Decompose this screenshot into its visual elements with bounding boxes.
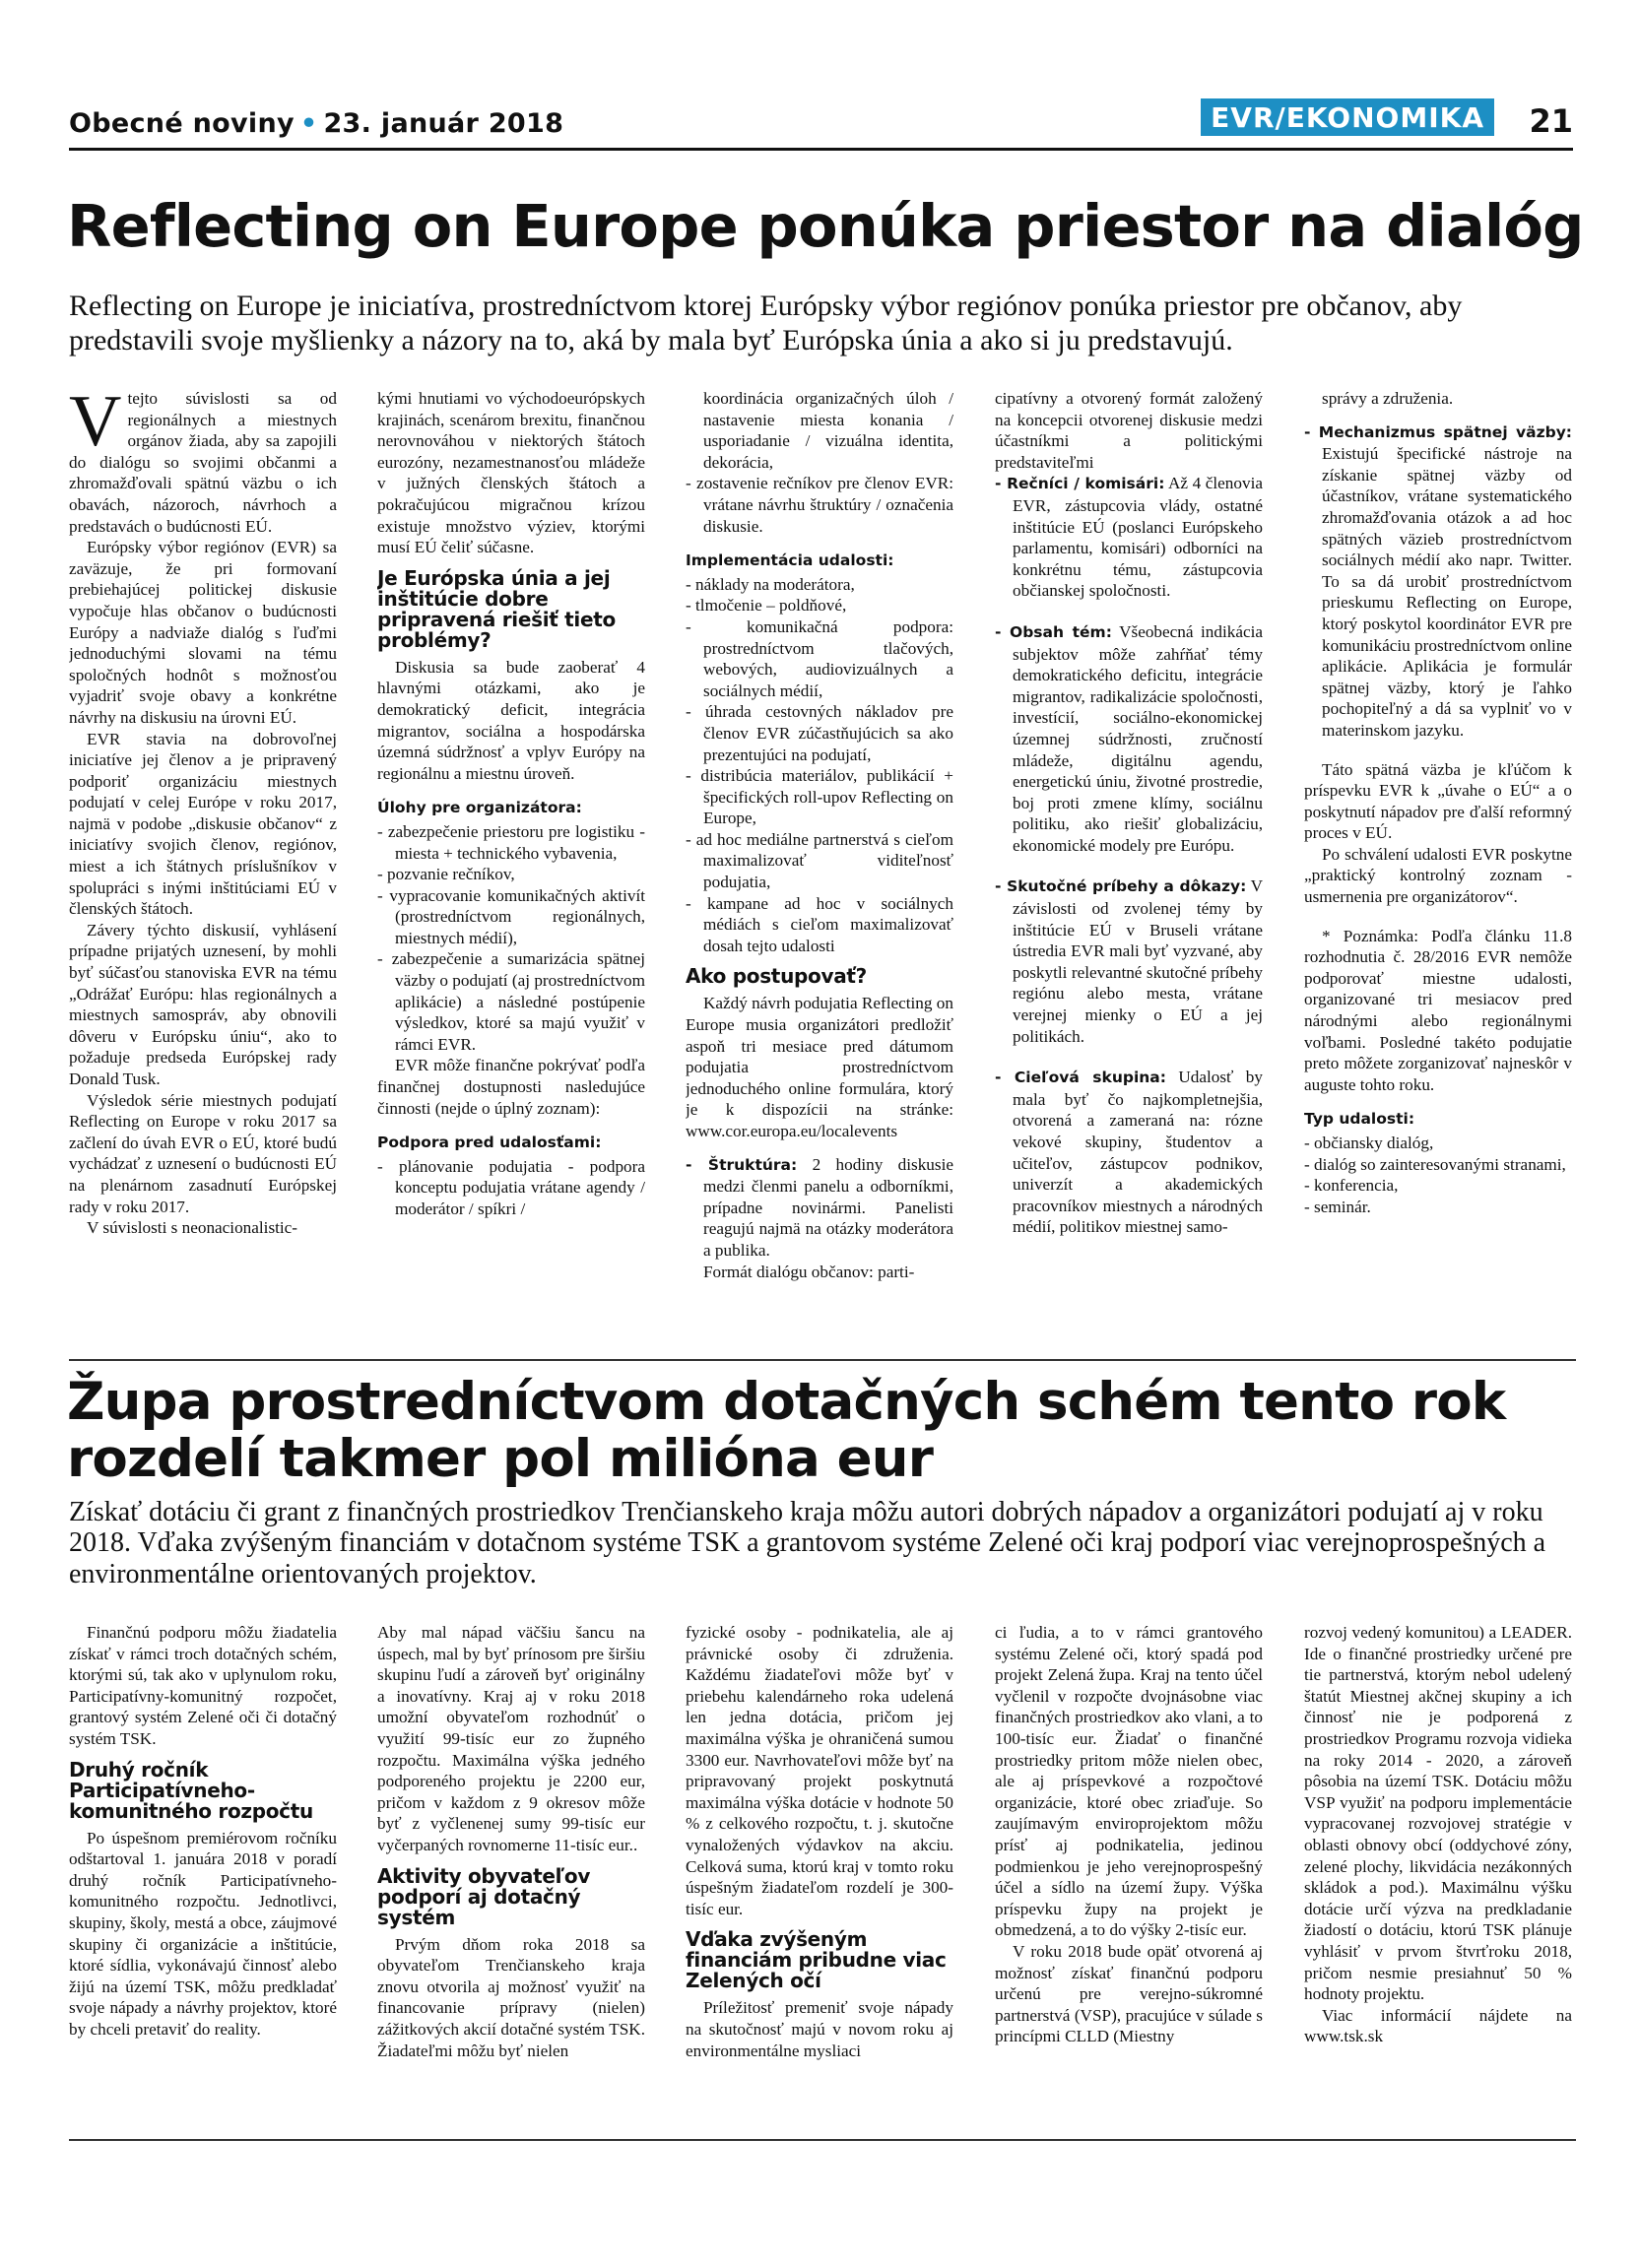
paragraph: Prvým dňom roka 2018 sa obyvateľom Trenčianskeho kraja znovu otvorila aj možnosť využiť na financovanie prípravy (nielen) zážitkových akcií dotačné systém TSK. Žiadateľmi môžu byť nielen bbox=[377, 1934, 645, 2060]
page-header bbox=[69, 98, 1573, 151]
article2-column-1 bbox=[69, 1622, 337, 2124]
paragraph: Viac informácií nájdete na www.tsk.sk bbox=[1304, 2005, 1572, 2046]
paragraph: Európsky výbor regiónov (EVR) sa zaväzuje, že pri formovaní prebiehajúcej politickej diskusie vypočuje hlas občanov o budúcnosti Európy a nadviaže dialóg s ľuďmi jednoduchými slovami na tému spoločných hodnôt s možnosťou vyjadriť svoje obavy a konkrétne návrhy na diskusiu na úrovni EÚ. bbox=[69, 538, 337, 727]
list-item: - Skutočné príbehy a dôkazy: V závislosti od zvolenej témy by inštitúcie EÚ v Bruseli vrátane ústredia EVR mali byť vyzvané, aby poskytli relevantné skutočné príbehy regiónu alebo mesta, vrátane verejnej mienky o EÚ a jej politikách. bbox=[995, 876, 1263, 1046]
article2-column-5 bbox=[1304, 1622, 1572, 2124]
paragraph: fyzické osoby - podnikatelia, ale aj právnické osoby či združenia. Každému žiadateľovi môže byť v priebehu kalendárneho roka udelená len jedna dotácia, pričom jej maximálna výška je ohraničená sumou 3300 eur. Navrhovateľovi môže byť na pripravovaný projekt poskytnutá maximálna výška dotácie v hodnote 50 % z celkového rozpočtu, t. j. skutočne vynaložených výdavkov na akciu. Celková suma, ktorú kraj v tomto roku úspešným žiadateľom rozdelí je 300-tisíc eur. bbox=[686, 1623, 953, 1918]
publication-date: 23. január 2018 bbox=[323, 108, 564, 139]
paragraph: kými hnutiami vo východoeurópskych krajinách, scenárom brexitu, finančnou nerovnováhou v niektorých štátoch eurozóny, nezamestnanosťou mládeže v južných členských štátoch a pokračujúcou migračnou krízou existuje množstvo výziev, ktorými musí EÚ čeliť súčasne. bbox=[377, 389, 645, 557]
list-item: - seminár. bbox=[1304, 1197, 1371, 1216]
article2-body bbox=[69, 1622, 1576, 2124]
list-item: - zabezpečenie a sumarizácia spätnej väzby o podujatí (aj prostredníctvom aplikácie) a následné postúpenie výsledkov, ktoré sa majú využiť v rámci EVR. bbox=[377, 949, 645, 1054]
list-label: Implementácia udalosti: bbox=[686, 551, 894, 570]
subheading: Vďaka zvýšeným financiám pribudne viac Zelených očí bbox=[686, 1927, 947, 1993]
list-item: - Cieľová skupina: Udalosť by mala byť čo najkompletnejšia, otvorená a zameraná na: rózne vekové skupiny, študentov a učiteľov, zástupcov podnikov, univerzít a akademických pracovníkov miestnych a národných médií, politikov miestnej samo- bbox=[995, 1068, 1263, 1237]
footnote: * Poznámka: Podľa článku 11.8 rozhodnutia č. 28/2016 EVR nemôže podporovať miestne udalosti, organizované tri mesiacov pred národnými alebo regionálnymi voľbami. Posledné takéto podujatie preto môžete zorganizovať najneskôr v auguste tohto roku. bbox=[1304, 926, 1572, 1094]
paragraph: ci ľudia, a to v rámci grantového systému Zelené oči, ktorý spadá pod projekt Zelená župa. Kraj na tento účel vyčlenil v rozpočte dvojnásobne viac finančných prostriedkov ako vlani, a to 100-tisíc eur. Žiadať o finančné prostriedky pritom môže nielen obec, ale aj príspevkové a rozpočtové organizácie, ktoré obec zriaďuje. So zaujímavým enviroprojektom môžu prísť aj podnikatelia, jedinou podmienkou je jeho verejnoprospešný účel a sídlo na území župy. Výška príspevku župy na projekt je obmedzená, a to do výšky 2-tisíc eur. bbox=[995, 1623, 1263, 1940]
list-item: - Štruktúra: 2 hodiny diskusie medzi členmi panelu a odborníkmi, prípadne novinármi. Panelisti reagujú najmä na otázky moderátora a publika. bbox=[686, 1154, 953, 1260]
page-number: 21 bbox=[1529, 102, 1573, 140]
paragraph: EVR môže finančne pokrývať podľa finančnej dostupnosti nasledujúce činnosti (nejde o úplný zoznam): bbox=[377, 1056, 645, 1118]
paragraph: Závery týchto diskusií, vyhlásení prípadne prijatých uznesení, by mohli byť súčasťou stanoviska EVR na tému „Odrážať Európu: hlas regionálnych a miestnych samospráv, aby obnovili dôveru v Európsku úniu“, ako to požaduje predseda Európskej rady Donald Tusk. bbox=[69, 920, 337, 1088]
list-item: - Obsah tém: Všeobecná indikácia subjektov môže zahŕňať témy demokratického deficitu, integrácie migrantov, radikalizácie spoločnosti, investícií, sociálno-ekonomickej územnej súdržnosti, zručností mládeže, digitálnu agendu, energetickú úniu, životné prostredie, boj proti zmene klímy, sociálnu politiku, ako riešiť globalizáciu, ekonomické modely pre Európu. bbox=[995, 621, 1263, 855]
paragraph: Výsledok série miestnych podujatí Reflecting on Europe v roku 2017 sa začlení do úvah EVR o EÚ, ktoré budú vychádzať z uznesení o budúcnosti EÚ na plenárnom zasadnutí Európskej rady v roku 2017. bbox=[69, 1090, 337, 1216]
subheading: Je Európska únia a jej inštitúcie dobre pripravená riešiť tieto problémy? bbox=[377, 565, 616, 652]
list-item: - pozvanie rečníkov, bbox=[377, 865, 515, 884]
event-type-list bbox=[1304, 1133, 1572, 1217]
article2-title: Župa prostredníctvom dotačných schém tento rok rozdelí takmer pol milióna eur bbox=[67, 1372, 1506, 1489]
list-item: - Mechanizmus spätnej väzby: Existujú špecifické nástroje na získanie spätnej väzby od účastníkov, vrátane systematického zhromažďovania otázok a ad hoc spätných väzieb prostredníctvom sociálnych médií ako napr. Twitter. To sa dá urobiť prostredníctvom prieskumu Reflecting on Europe, ktorý poskytol koordinátor EVR pre komunikáciu prostredníctvom online aplikácie. Aplikácia je formulár spätnej väzby, ktorý je ľahko pochopiteľný a dá sa vyplniť vo v materinskom jazyku. bbox=[1304, 422, 1572, 740]
subheading: Aktivity obyvateľov podporí aj dotačný systém bbox=[377, 1863, 591, 1929]
paragraph: Po úspešnom premiérovom ročníku odštartoval 1. januára 2018 v poradí druhý ročník Participatívneho-komunitného rozpočtu. Jednotlivci, skupiny, školy, mestá a obce, záujmové skupiny či organizácie a inštitúcie, ktoré sídlia, vykonávajú činnosť alebo žijú na území TSK, môžu predkladať svoje nápady a návrhy projektov, ktoré by chceli pretaviť do reality. bbox=[69, 1828, 337, 2039]
support-list bbox=[377, 1156, 645, 1220]
paragraph: Táto spätná väzba je kľúčom k príspevku EVR k „úvahe o EÚ“ a o poskytnutí nápadov pre ďalší reformný proces v EÚ. bbox=[1304, 759, 1572, 843]
article1-column-3 bbox=[686, 388, 953, 1333]
feedback-list bbox=[1304, 421, 1572, 742]
list-item: - Rečníci / komisári: Až 4 členovia EVR, zástupcovia vlády, ostatné inštitúcie EÚ (poslanci Európskeho parlamentu, komisári) odborníci na konkrétnu tému, zástupcovia občianskej spoločnosti. bbox=[995, 474, 1263, 601]
header-separator: • bbox=[299, 108, 318, 139]
paragraph: Príležitosť premeniť svoje nápady na skutočnosť majú v novom roku aj environmentálne mysliaci bbox=[686, 1998, 953, 2060]
article1-column-2 bbox=[377, 388, 645, 1333]
list-item: koordinácia organizačných úloh / nastavenie miesta konania / usporiadanie / vizuálna identita, dekorácia, bbox=[703, 389, 953, 472]
paragraph: V súvislosti s neonacionalistic- bbox=[87, 1218, 298, 1238]
article1-column-5 bbox=[1304, 388, 1572, 1333]
list-item: - ad hoc mediálne partnerstvá s cieľom maximalizovať viditeľnosť podujatia, bbox=[686, 829, 953, 892]
paragraph: Po schválení udalosti EVR poskytne „praktický kontrolný zoznam - usmernenia pre organizátorov“. bbox=[1304, 844, 1572, 907]
article-divider bbox=[69, 1359, 1576, 1361]
paragraph: Formát dialógu občanov: parti- bbox=[703, 1262, 915, 1281]
article1-column-4 bbox=[995, 388, 1263, 1333]
list-label: Podpora pred udalosťami: bbox=[377, 1134, 602, 1152]
publication-line bbox=[69, 108, 563, 139]
page-bottom-rule bbox=[69, 2139, 1576, 2141]
list-item: - dialóg so zainteresovanými stranami, bbox=[1304, 1154, 1566, 1174]
section-badge: EVR/EKONOMIKA bbox=[1201, 98, 1494, 136]
list-item: - tlmočenie – poldňové, bbox=[686, 596, 847, 616]
list-item: - komunikačná podpora: prostredníctvom tlačových, webových, audiovizuálnych a sociálnych médií, bbox=[686, 616, 953, 700]
article1-title: Reflecting on Europe ponúka priestor na dialóg bbox=[67, 192, 1584, 260]
structure-list bbox=[686, 1154, 953, 1262]
task-list bbox=[377, 821, 645, 1056]
paragraph: cipatívny a otvorený formát založený na koncepcii otvorenej diskusie medzi účastníkmi a politickými predstaviteľmi bbox=[995, 389, 1263, 472]
list-item: - náklady na moderátora, bbox=[686, 574, 855, 594]
drop-cap: V bbox=[69, 388, 122, 462]
paragraph: Diskusia sa bude zaoberať 4 hlavnými otázkami, ako je demokratický deficit, integrácia migrantov, sociálna a hospodárska územná súdržnosť a vplyv Európy na regionálnu a miestnu úroveň. bbox=[377, 657, 645, 783]
support-list-continued bbox=[686, 388, 953, 537]
article1-column-1 bbox=[69, 388, 337, 1333]
list-item: - zabezpečenie priestoru pre logistiku - miesta + technického vybavenia, bbox=[377, 821, 645, 863]
article2-column-3 bbox=[686, 1622, 953, 2124]
paragraph: správy a združenia. bbox=[1322, 389, 1454, 408]
implementation-list bbox=[686, 574, 953, 957]
list-item: - občiansky dialóg, bbox=[1304, 1134, 1434, 1152]
list-item: - zostavenie rečníkov pre členov EVR: vrátane návrhu štruktúry / označenia diskusie. bbox=[686, 474, 953, 536]
article1-lead: Reflecting on Europe je iniciatíva, prostredníctvom ktorej Európsky výbor regiónov ponúka priestor pre občanov, aby predstavili svoje myšlienky a názory na to, aká by mala byť Európska únia a ako si ju predstavujú. bbox=[69, 290, 1463, 357]
paragraph: Finančnú podporu môžu žiadatelia získať v rámci troch dotačných schém, ktorými sú, tak ako v uplynulom roku, Participatívny-komunitný rozpočet, grantový systém Zelené oči či dotačný systém TSK. bbox=[69, 1623, 337, 1748]
paragraph: Aby mal nápad väčšiu šancu na úspech, mal by byť prínosom pre širšiu skupinu ľudí a zároveň byť originálny a inovatívny. Kraj aj v roku 2018 umožní obyvateľom rozhodnúť o využití 99-tisíc eur zo župného rozpočtu. Maximálna výška jedného podporeného projektu je 2200 eur, pričom v každom z 9 okresov môže byť z vyčlenenej sumy 99-tisíc eur vyčerpaných rovnomerne 11-tisíc eur.. bbox=[377, 1623, 645, 1854]
article1-body bbox=[69, 388, 1576, 1333]
subheading: Druhý ročník Participatívneho-komunitného rozpočtu bbox=[69, 1757, 313, 1823]
list-item: - kampane ad hoc v sociálnych médiách s cieľom maximalizovať dosah tejto udalosti bbox=[686, 893, 953, 955]
list-label: Typ udalosti: bbox=[1304, 1110, 1415, 1129]
article2-column-2 bbox=[377, 1622, 645, 2124]
list-item: - úhrada cestovných nákladov pre členov EVR zúčastňujúcich sa ako prezentujúci na podujatí, bbox=[686, 702, 953, 764]
list-item: - konferencia, bbox=[1304, 1176, 1399, 1196]
paragraph: Vtejto súvislosti sa od regionálnych a miestnych orgánov žiada, aby sa zapojili do dialógu so svojimi občanmi a zhromažďovali spätnú väzbu o ich obavách, názoroch, návrhoch a predstavách o budúcnosti EÚ. bbox=[69, 388, 337, 536]
list-item: - distribúcia materiálov, publikácií + špecifických roll-upov Reflecting on Europe, bbox=[686, 766, 953, 828]
article2-column-4 bbox=[995, 1622, 1263, 2124]
paragraph: Každý návrh podujatia Reflecting on Europe musia organizátori predložiť aspoň tri mesiace pred dátumom podujatia prostredníctvom jednoduchého online formulára, ktorý je k dispozícii na stránke: www.cor.europa.eu/localevents bbox=[686, 994, 953, 1140]
article2-lead: Získať dotáciu či grant z finančných prostriedkov Trenčianskeho kraja môžu autori dobrých nápadov a organizátori podujatí aj v roku 2018. Vďaka zvýšeným financiám v dotačnom systéme TSK a grantovom systéme Zelené oči kraj podporí viac verejnoprospešných a environmentálne orientovaných projektov. bbox=[69, 1497, 1546, 1589]
list-label: Úlohy pre organizátora: bbox=[377, 799, 582, 817]
paragraph: V roku 2018 bude opäť otvorená aj možnosť získať finančnú podporu určenú pre verejno-súkromné partnerstvá (VSP), pracujúce v súlade s princípmi CLLD (Miestny bbox=[995, 1941, 1263, 2046]
format-list bbox=[995, 473, 1263, 1238]
subheading: Ako postupovať? bbox=[686, 964, 867, 989]
list-item: - plánovanie podujatia - podpora konceptu podujatia vrátane agendy / moderátor / spíkri / bbox=[377, 1156, 645, 1218]
paragraph: EVR stavia na dobrovoľnej iniciatíve jej členov a je pripravený podporiť organizáciu miestnych podujatí v celej Európe v roku 2017, najmä v podobe „diskusie občanov“ z iniciatívy svojich členov, regiónov, miest a ich štátnych príslušníkov v spolupráci s inými inštitúciami EÚ v členských štátoch. bbox=[69, 729, 337, 919]
publication-name: Obecné noviny bbox=[69, 108, 295, 139]
list-item: - vypracovanie komunikačných aktivít (prostredníctvom regionálnych, miestnych médií), bbox=[377, 885, 645, 947]
paragraph: rozvoj vedený komunitou) a LEADER. Ide o finančné prostriedky určené pre tie partnerstvá, ktorým nebol udelený štatút Miestnej akčnej skupiny a ich činnosť nie je podporená z prostriedkov Programu rozvoja vidieka na roky 2014 - 2020, a zároveň pôsobia na území TSK. Dotáciu môžu VSP využiť na podporu implementácie vypracovanej rozvojovej stratégie v oblasti obnovy obcí (oddychové zóny, zelené plochy, likvidácia nezákonných skládok a pod.). Maximálnu výšku dotácie určí výzva na predkladanie žiadostí o dotáciu, ktorú TSK plánuje vyhlásiť v prvom štvrťroku 2018, pričom nesmie presiahnuť 50 % hodnoty projektu. bbox=[1304, 1623, 1572, 2004]
